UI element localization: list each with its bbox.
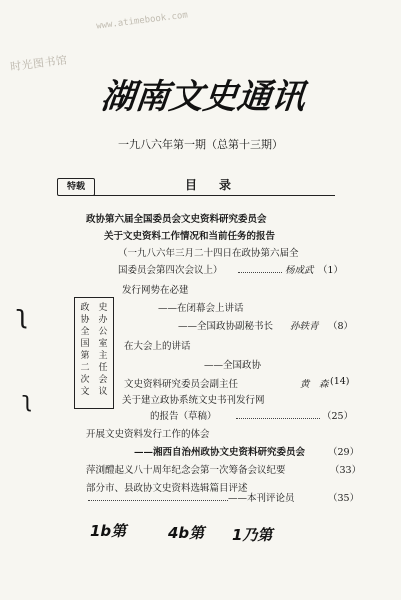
toc-line: ——在闭幕会上讲话 [158, 303, 244, 314]
toc-page: （8） [328, 321, 354, 332]
toc-line: ——全国政协副秘书长 [178, 321, 274, 332]
dot-leader [88, 500, 228, 501]
toc-line: ——全国政协 [204, 360, 262, 371]
toc-line: 的报告（草稿） [150, 411, 217, 422]
toc-line: 文史资料研究委员会副主任 [124, 379, 239, 390]
toc-line: 国委员会第四次会议上） [118, 265, 223, 276]
watermark-url: www.atimebook.com [95, 10, 189, 32]
toc-page: （29） [328, 447, 360, 458]
issue-number: 一九八六年第一期（总第十三期） [118, 138, 283, 151]
toc-page: （33） [330, 465, 362, 476]
toc-line: ——本刊评论员 [228, 493, 295, 504]
dot-leader [236, 418, 320, 419]
toc-author: 孙轶青 [290, 321, 319, 332]
toc-line: 关于建立政协系统文史书刊发行网 [122, 395, 265, 406]
toc-line: 在大会上的讲话 [124, 341, 191, 352]
toc-line: 政协第六届全国委员会文史资料研究委员会 [86, 214, 267, 225]
dot-leader [238, 272, 282, 273]
toc-line: 关于文史资料工作情况和当前任务的报告 [104, 231, 276, 242]
toc-page: （1） [318, 265, 344, 276]
margin-mark: ʅ [22, 388, 33, 413]
watermark-text: 时光图书馆 [9, 53, 69, 74]
toc-line: ——湘西自治州政协文史资料研究委员会 [134, 447, 306, 458]
toc-page: （35） [328, 493, 360, 504]
toc-line: （一九八六年三月二十四日在政协第六届全 [118, 248, 299, 259]
toc-title: 目录 [185, 178, 254, 192]
toc-author: 黄 森 [300, 379, 329, 390]
toc-line: 发行网势在必建 [122, 285, 189, 296]
title-rule [60, 195, 335, 196]
handwritten-note: 4b第 [168, 524, 205, 542]
vertical-caption-box [74, 297, 114, 409]
toc-page: （25） [322, 411, 354, 422]
toc-line: 开展文史资料发行工作的体会 [86, 429, 210, 440]
svg-text:湖南文史通讯: 湖南文史通讯 [99, 77, 308, 117]
handwritten-note: 1b第 [90, 522, 127, 540]
special-label: 特载 [57, 178, 95, 196]
vertical-text-left: 政 协 全 国 第 二 次 文 [80, 303, 90, 397]
toc-line: 部分市、县政协文史资料选辑篇目评述 [86, 483, 248, 494]
handwritten-note: 1乃第 [232, 526, 273, 544]
vertical-text-right: 史 办 公 室 主 任 会 议 [98, 303, 108, 397]
toc-page: (14) [330, 376, 350, 387]
toc-author: 杨成武 [285, 265, 314, 276]
margin-mark: ʅ [16, 300, 28, 330]
toc-line: 萍浏醴起义八十周年纪念会第一次筹备会议纪要 [86, 465, 286, 476]
masthead [96, 70, 316, 120]
